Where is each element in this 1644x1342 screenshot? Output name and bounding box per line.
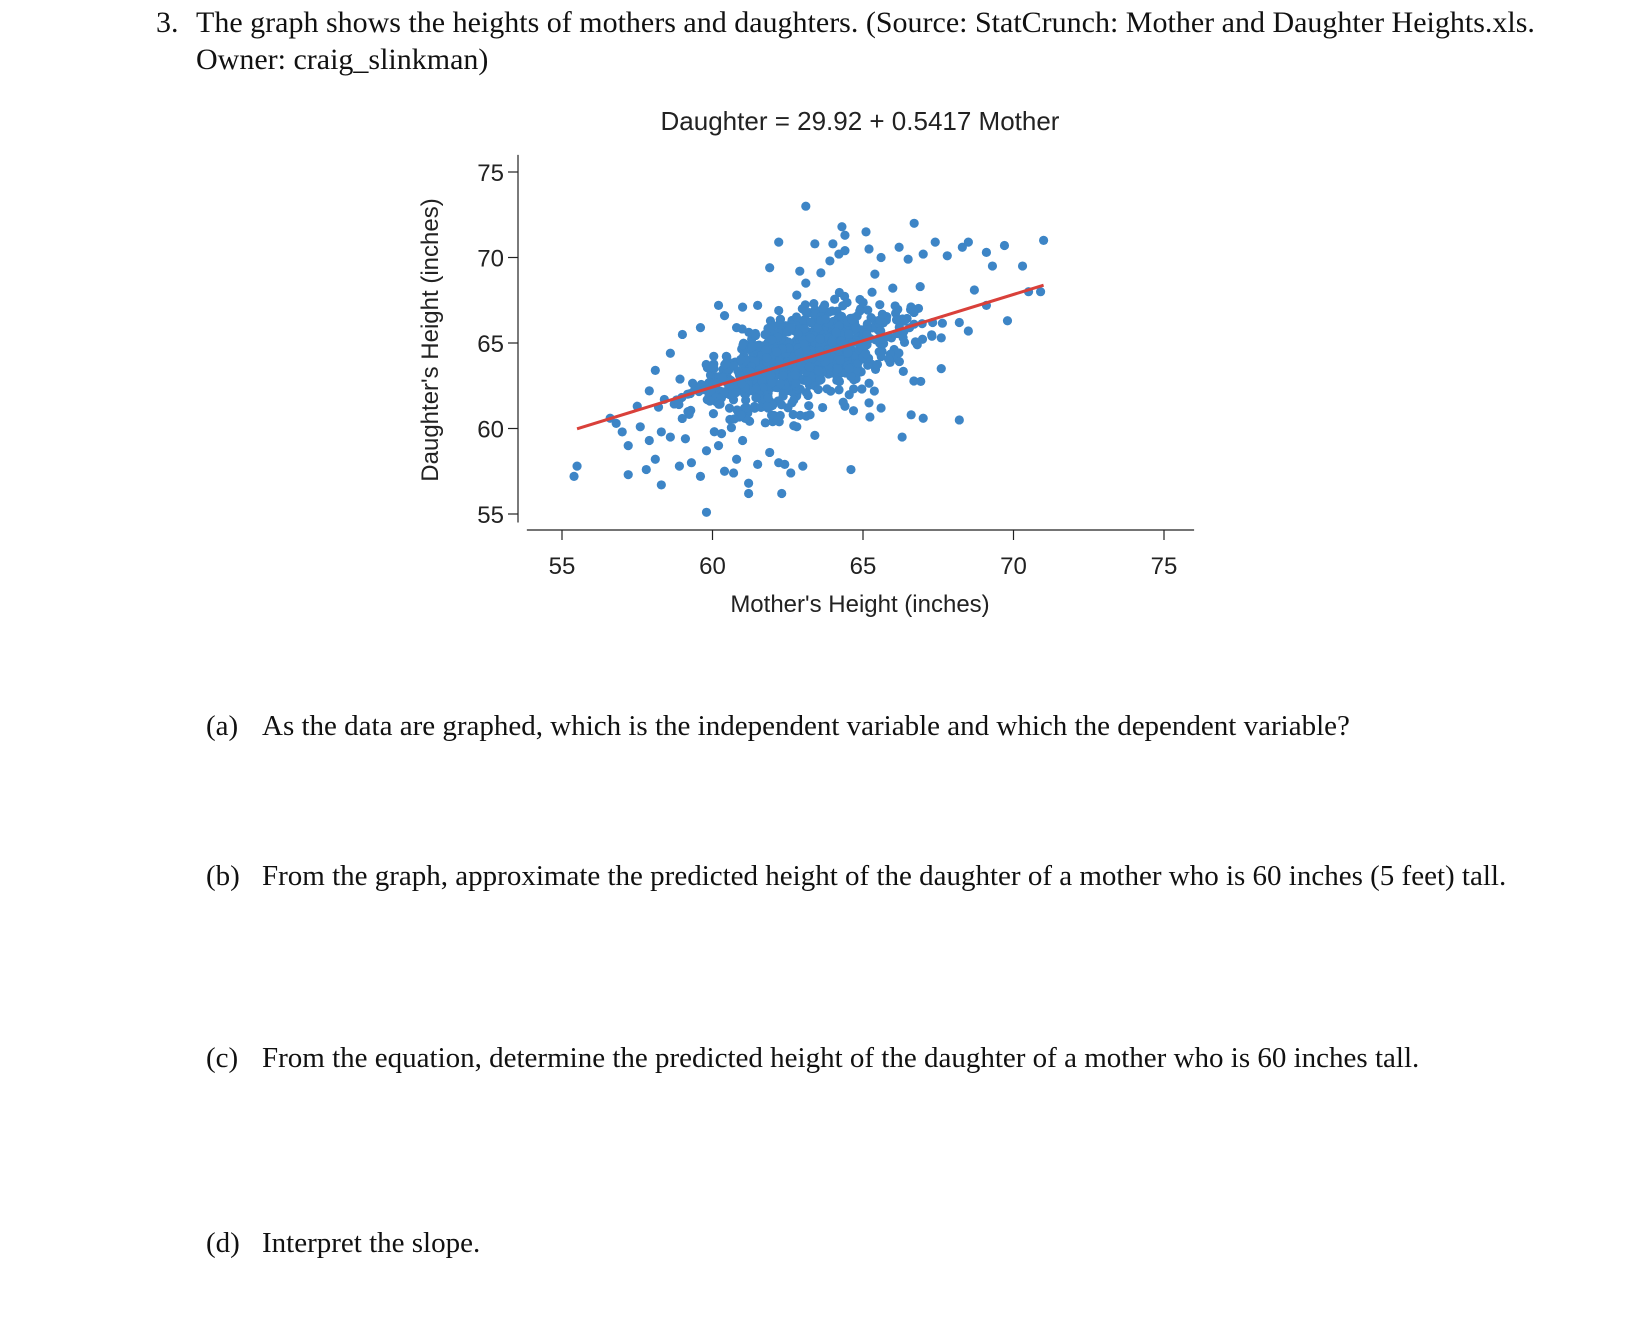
data-point — [849, 406, 858, 415]
data-point — [907, 410, 916, 419]
data-point — [642, 465, 651, 474]
part-a-text: As the data are graphed, which is the independent variable and which the dependent variable? — [262, 710, 1350, 742]
data-point — [791, 379, 800, 388]
part-d — [206, 1225, 1586, 1261]
data-point — [964, 238, 973, 247]
part-c-label: (c) — [206, 1042, 239, 1074]
data-point — [795, 349, 804, 358]
data-point — [675, 374, 684, 383]
data-point — [814, 385, 823, 394]
data-point — [1000, 241, 1009, 250]
data-point — [720, 467, 729, 476]
data-point — [804, 401, 813, 410]
data-point — [773, 416, 782, 425]
data-point — [678, 330, 687, 339]
data-point — [899, 367, 908, 376]
data-point — [696, 472, 705, 481]
data-point — [837, 222, 846, 231]
data-point — [867, 288, 876, 297]
data-point — [708, 362, 717, 371]
data-point — [916, 282, 925, 291]
data-point — [710, 427, 719, 436]
data-point — [764, 393, 773, 402]
part-a-label: (a) — [206, 710, 239, 742]
data-point — [911, 337, 920, 346]
data-point — [761, 418, 770, 427]
data-point — [875, 300, 884, 309]
data-point — [801, 307, 810, 316]
data-point — [970, 285, 979, 294]
data-point — [1003, 316, 1012, 325]
data-point — [803, 377, 812, 386]
data-point — [876, 403, 885, 412]
part-a — [206, 708, 1586, 744]
data-point — [828, 306, 837, 315]
data-point — [636, 422, 645, 431]
data-point — [833, 364, 842, 373]
data-point — [861, 349, 870, 358]
data-point — [645, 436, 654, 445]
data-point — [909, 308, 918, 317]
data-point — [910, 219, 919, 228]
data-point — [810, 431, 819, 440]
data-point — [666, 349, 675, 358]
chart-title: Daughter = 29.92 + 0.5417 Mother — [660, 106, 1060, 136]
data-point — [674, 400, 683, 409]
data-point — [751, 393, 760, 402]
data-point — [774, 238, 783, 247]
data-point — [846, 465, 855, 474]
data-point — [919, 249, 928, 258]
data-point — [828, 239, 837, 248]
data-point — [843, 348, 852, 357]
data-point — [792, 291, 801, 300]
data-point — [765, 448, 774, 457]
data-point — [721, 359, 730, 368]
data-point — [955, 415, 964, 424]
data-point — [835, 288, 844, 297]
data-point — [842, 298, 851, 307]
data-point — [821, 314, 830, 323]
data-point — [865, 412, 874, 421]
data-point — [805, 410, 814, 419]
data-point — [777, 400, 786, 409]
data-point — [937, 333, 946, 342]
data-point — [835, 377, 844, 386]
x-tick-label: 75 — [1150, 553, 1178, 580]
data-point — [624, 441, 633, 450]
data-point — [776, 379, 785, 388]
data-point — [720, 387, 729, 396]
data-point — [714, 301, 723, 310]
data-point — [730, 414, 739, 423]
data-point — [844, 329, 853, 338]
data-point — [840, 246, 849, 255]
data-point — [884, 355, 893, 364]
data-point — [815, 376, 824, 385]
data-point — [681, 434, 690, 443]
problem-number: 3. — [156, 6, 179, 39]
data-point — [864, 398, 873, 407]
data-point — [769, 321, 778, 330]
data-point — [618, 427, 627, 436]
data-point — [761, 345, 770, 354]
data-point — [702, 446, 711, 455]
data-point — [864, 379, 873, 388]
x-tick-label: 60 — [699, 553, 726, 580]
data-point — [780, 460, 789, 469]
data-point — [820, 300, 829, 309]
data-point — [685, 410, 694, 419]
data-point — [795, 267, 804, 276]
data-point — [982, 248, 991, 257]
data-point — [1018, 261, 1027, 270]
x-tick-label: 65 — [849, 553, 877, 580]
data-point — [810, 239, 819, 248]
data-point — [738, 436, 747, 445]
data-point — [876, 253, 885, 262]
x-tick-label: 70 — [1000, 553, 1027, 580]
data-point — [888, 284, 897, 293]
data-point — [798, 462, 807, 471]
data-point — [861, 227, 870, 236]
data-point — [766, 371, 775, 380]
part-b-label: (b) — [206, 860, 240, 892]
data-point — [709, 409, 718, 418]
y-tick-label: 65 — [477, 331, 504, 358]
data-point — [720, 311, 729, 320]
data-point — [688, 379, 697, 388]
data-point — [919, 414, 928, 423]
data-point — [895, 243, 904, 252]
data-point — [753, 460, 762, 469]
part-b — [206, 858, 1586, 894]
data-point — [840, 231, 849, 240]
data-point — [765, 263, 774, 272]
data-point — [943, 251, 952, 260]
data-point — [778, 371, 787, 380]
data-point — [873, 360, 882, 369]
data-point — [796, 411, 805, 420]
data-point — [927, 332, 936, 341]
data-point — [845, 390, 854, 399]
data-point — [931, 238, 940, 247]
data-point — [738, 302, 747, 311]
data-point — [651, 366, 660, 375]
data-point — [839, 398, 848, 407]
data-point — [826, 387, 835, 396]
data-point — [572, 462, 581, 471]
data-point — [705, 397, 714, 406]
data-point — [744, 479, 753, 488]
part-c-text: From the equation, determine the predicted height of the daughter of a mother who is 60 inches tall. — [262, 1042, 1420, 1074]
x-axis-label: Mother's Height (inches) — [730, 591, 990, 618]
data-point — [846, 372, 855, 381]
y-tick-label: 55 — [477, 502, 504, 529]
data-point — [789, 421, 798, 430]
data-point — [774, 306, 783, 315]
data-point — [725, 404, 734, 413]
data-point — [816, 335, 825, 344]
data-point — [859, 298, 868, 307]
data-point — [964, 326, 973, 335]
x-tick-label: 55 — [548, 553, 576, 580]
data-point — [747, 342, 756, 351]
data-point — [870, 270, 879, 279]
data-point — [895, 357, 904, 366]
data-point — [789, 395, 798, 404]
data-point — [916, 377, 925, 386]
y-axis-label: Daughter's Height (inches) — [417, 198, 444, 482]
data-point — [727, 423, 736, 432]
data-point — [806, 318, 815, 327]
data-point — [834, 385, 843, 394]
data-point — [732, 455, 741, 464]
scatter-chart — [417, 100, 1210, 630]
data-point — [736, 355, 745, 364]
data-point — [1039, 236, 1048, 245]
problem-statement — [156, 4, 1586, 78]
data-point — [787, 323, 796, 332]
part-d-label: (d) — [206, 1227, 240, 1259]
data-point — [852, 323, 861, 332]
data-point — [805, 363, 814, 372]
data-point — [714, 441, 723, 450]
data-points — [569, 202, 1048, 517]
data-point — [818, 403, 827, 412]
data-point — [675, 462, 684, 471]
data-point — [753, 301, 762, 310]
problem-text: The graph shows the heights of mothers and daughters. (Source: StatCrunch: Mother and Daughter Heights.xls. Owner: craig_slinkman) — [196, 6, 1535, 76]
data-point — [878, 310, 887, 319]
data-point — [955, 318, 964, 327]
data-point — [702, 508, 711, 517]
data-point — [767, 335, 776, 344]
data-point — [731, 388, 740, 397]
data-point — [786, 468, 795, 477]
data-point — [825, 256, 834, 265]
y-tick-label: 70 — [477, 245, 504, 273]
data-point — [763, 402, 772, 411]
data-point — [870, 386, 879, 395]
data-point — [845, 364, 854, 373]
data-point — [772, 347, 781, 356]
data-point — [803, 391, 812, 400]
data-point — [696, 323, 705, 332]
data-point — [715, 400, 724, 409]
data-point — [836, 355, 845, 364]
data-point — [657, 427, 666, 436]
data-point — [801, 279, 810, 288]
data-point — [751, 329, 760, 338]
part-c — [206, 1040, 1586, 1076]
data-point — [799, 339, 808, 348]
data-point — [853, 311, 862, 320]
y-tick-label: 60 — [477, 416, 504, 444]
data-point — [762, 353, 771, 362]
data-point — [624, 470, 633, 479]
data-point — [801, 202, 810, 211]
data-point — [814, 366, 823, 375]
data-point — [828, 338, 837, 347]
data-point — [904, 255, 913, 264]
data-point — [729, 468, 738, 477]
data-point — [687, 458, 696, 467]
data-point — [777, 489, 786, 498]
data-point — [791, 371, 800, 380]
data-point — [793, 329, 802, 338]
data-point — [666, 432, 675, 441]
data-point — [657, 480, 666, 489]
data-point — [937, 364, 946, 373]
data-point — [988, 261, 997, 270]
data-point — [864, 244, 873, 253]
data-point — [651, 455, 660, 464]
data-point — [612, 419, 621, 428]
data-point — [569, 472, 578, 481]
data-point — [863, 306, 872, 315]
data-point — [891, 301, 900, 310]
data-point — [718, 373, 727, 382]
part-d-text: Interpret the slope. — [262, 1227, 481, 1259]
part-b-text: From the graph, approximate the predicted height of the daughter of a mother who is 60 inches (5 feet) tall. — [262, 860, 1507, 892]
data-point — [938, 319, 947, 328]
data-point — [645, 386, 654, 395]
data-point — [857, 384, 866, 393]
data-point — [744, 489, 753, 498]
data-point — [776, 315, 785, 324]
data-point — [816, 268, 825, 277]
y-tick-label: 75 — [477, 160, 504, 187]
data-point — [898, 432, 907, 441]
data-point — [892, 315, 901, 324]
data-point — [742, 403, 751, 412]
